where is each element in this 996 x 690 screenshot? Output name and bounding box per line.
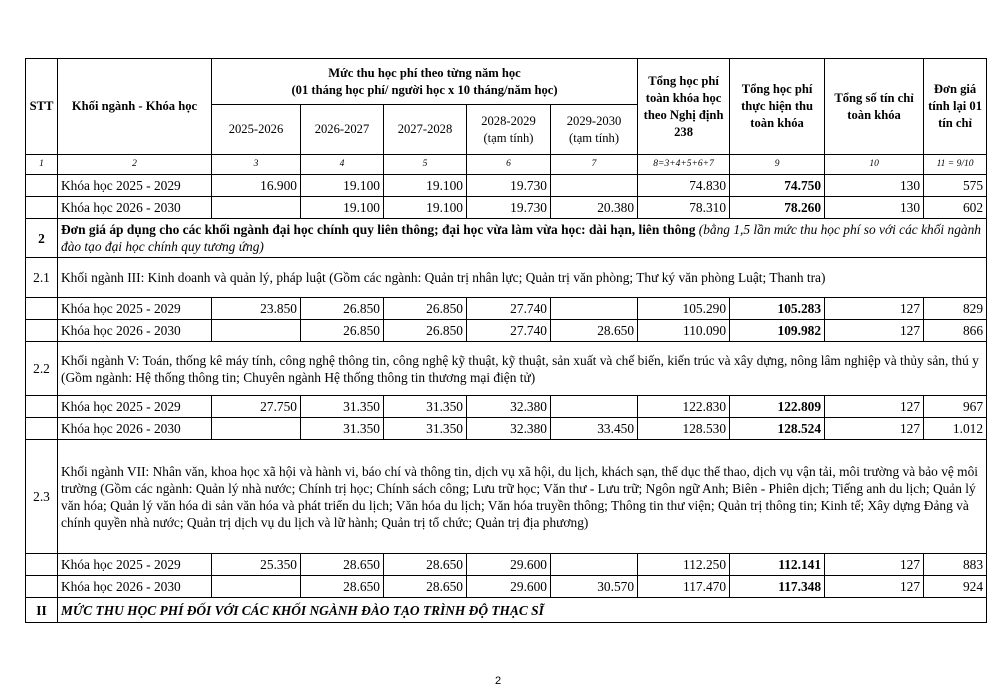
table-row: Khóa học 2026 - 2030 28.650 28.650 29.600 30.570 117.470 117.348 127 924 [26,576,987,598]
table-row: Khóa học 2025 - 2029 16.900 19.100 19.100 19.730 74.830 74.750 130 575 [26,175,987,197]
subsection-row [26,258,987,298]
header-tong-238: Tổng học phí toàn khóa học theo Nghị định 238 [638,59,730,155]
table-row: Khóa học 2025 - 2029 23.850 26.850 26.850 27.740 105.290 105.283 127 829 [26,298,987,320]
col-index: 10 [825,155,924,175]
header-muc-thu-line2: (01 tháng học phí/ người học x 10 tháng/năm học) [291,82,558,97]
table-row: Khóa học 2026 - 2030 26.850 26.850 27.740 28.650 110.090 109.982 127 866 [26,320,987,342]
col-index: 7 [551,155,638,175]
header-muc-thu [212,59,638,105]
col-index: 6 [467,155,551,175]
subsection-row [26,342,987,396]
header-row-1 [26,59,987,105]
table-row: Khóa học 2025 - 2029 27.750 31.350 31.350 32.380 122.830 122.809 127 967 [26,396,987,418]
section-row [26,219,987,258]
course-name: Khóa học 2026 - 2030 [58,418,212,440]
subsection-stt: 2.3 [26,440,58,554]
header-year: 2025-2026 [212,105,301,155]
section-row [26,598,987,623]
subsection-row [26,440,987,554]
section-title: MỨC THU HỌC PHÍ ĐỐI VỚI CÁC KHỐI NGÀNH ĐÀO TẠO TRÌNH ĐỘ THẠC SĨ [58,598,987,623]
page-number: 2 [494,675,502,687]
header-khoi-nganh: Khối ngành - Khóa học [58,59,212,155]
subsection-description: Khối ngành VII: Nhân văn, khoa học xã hội và hành vi, báo chí và thông tin, dịch vụ xã hội, du lịch, khách sạn, thể dục thể thao, dịch vụ vận tải, môi trường và bảo vệ môi trường (Gồm các ngành: Quản lý nhà nước; Chính trị học; Chính sách công; Lưu trữ học; Văn thư - Lưu trữ; Ngôn ngữ Anh; Biên - Phiên dịch; Tiếng anh du lịch; Quản lý văn hóa; Quản lý văn hóa di sản văn hóa và phát triển du lịch; Văn hóa du lịch; Văn hóa truyền thông; Thông tin thư viện; Quản trị thông tin; Kinh tế; Xây dựng Đảng và chính quyền nhà nước; Quản trị dịch vụ du lịch và lữ hành; Quản trị tổ chức; Quản trị địa phương) [58,440,987,554]
tuition-fee-table [25,58,987,623]
header-year: 2027-2028 [384,105,467,155]
col-index: 5 [384,155,467,175]
course-name: Khóa học 2025 - 2029 [58,554,212,576]
subsection-description: Khối ngành III: Kinh doanh và quản lý, pháp luật (Gồm các ngành: Quản trị nhân lực; Quản trị văn phòng; Thư ký văn phòng Luật; Thanh tra) [58,258,987,298]
course-name: Khóa học 2026 - 2030 [58,320,212,342]
table-row: Khóa học 2025 - 2029 25.350 28.650 28.650 29.600 112.250 112.141 127 883 [26,554,987,576]
col-index: 11 = 9/10 [924,155,987,175]
course-name: Khóa học 2025 - 2029 [58,396,212,418]
header-don-gia: Đơn giá tính lại 01 tín chỉ [924,59,987,155]
section-stt: II [26,598,58,623]
subsection-stt: 2.1 [26,258,58,298]
col-index: 3 [212,155,301,175]
section-stt: 2 [26,219,58,258]
header-year: 2029-2030 (tạm tính) [551,105,638,155]
subsection-description: Khối ngành V: Toán, thống kê máy tính, công nghệ thông tin, công nghệ kỹ thuật, kỹ thuật, sản xuất và chế biến, kiến trúc và xây dựng, nông lâm nghiệp và thủy sản, thú y (Gồm ngành: Hệ thống thông tin; Chuyên ngành Hệ thống thông tin thương mại điện tử) [58,342,987,396]
header-tong-thuc-hien: Tổng học phí thực hiện thu toàn khóa [730,59,825,155]
subsection-stt: 2.2 [26,342,58,396]
section-description: Đơn giá áp dụng cho các khối ngành đại học chính quy liên thông; đại học vừa làm vừa học: dài hạn, liên thông (bằng 1,5 lần mức thu học phí so với các khối ngành đào tạo đại học chính quy tương ứng) [58,219,987,258]
col-index: 2 [58,155,212,175]
column-index-row [26,155,987,175]
course-name: Khóa học 2026 - 2030 [58,576,212,598]
header-year: 2028-2029 (tạm tính) [467,105,551,155]
col-index: 9 [730,155,825,175]
table-row: Khóa học 2026 - 2030 19.100 19.100 19.730 20.380 78.310 78.260 130 602 [26,197,987,219]
course-name: Khóa học 2025 - 2029 [58,175,212,197]
col-index: 8=3+4+5+6+7 [638,155,730,175]
header-year: 2026-2027 [301,105,384,155]
header-stt: STT [26,59,58,155]
header-muc-thu-line1: Mức thu học phí theo từng năm học [328,65,521,80]
course-name: Khóa học 2025 - 2029 [58,298,212,320]
table-row: Khóa học 2026 - 2030 31.350 31.350 32.380 33.450 128.530 128.524 127 1.012 [26,418,987,440]
course-name: Khóa học 2026 - 2030 [58,197,212,219]
col-index: 1 [26,155,58,175]
col-index: 4 [301,155,384,175]
header-tong-tin-chi: Tổng số tín chỉ toàn khóa [825,59,924,155]
